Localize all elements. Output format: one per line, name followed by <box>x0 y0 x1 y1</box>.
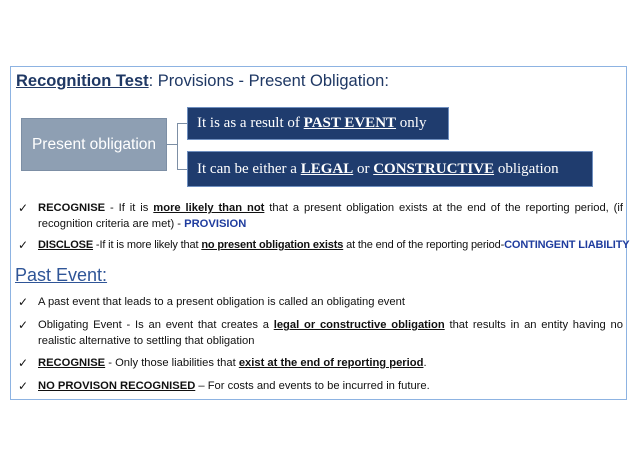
bar1-emphasis: PAST EVENT <box>303 115 397 131</box>
bullet-keyword: NO PROVISON RECOGNISED <box>38 380 196 392</box>
bullet-text: . <box>423 357 427 369</box>
past-event-bar <box>187 107 449 140</box>
connector-line <box>177 123 178 169</box>
bullet-underlined: more likely than not <box>153 202 265 214</box>
legal-constructive-bar <box>187 151 593 187</box>
title-bold: Recognition Test <box>16 72 149 90</box>
contingent-liability-tag: CONTINGENT LIABILITY <box>504 239 630 251</box>
bullet-text: that a present obligation exists at the end of the reporting period, (if recognition criteria are met) - <box>38 202 627 230</box>
bullet-underlined: exist at the end of reporting period <box>238 357 424 369</box>
list-item <box>18 379 623 395</box>
bullet-text: A past event that leads to a present obligation is called an obligating event <box>38 296 405 308</box>
bullet-text: - Only those liabilities that <box>105 357 239 369</box>
list-item <box>18 295 623 311</box>
bar1-text: It is as a result of <box>197 115 304 131</box>
present-obligation-box: Present obligation <box>21 118 167 171</box>
bullet-underlined: no present obligation exists <box>201 239 344 251</box>
bullet-text: at the end of the reporting period- <box>343 239 505 251</box>
checkmark-icon: ✓ <box>18 238 29 252</box>
checkmark-icon: ✓ <box>18 295 29 309</box>
connector-line <box>177 123 187 124</box>
bullet-keyword: RECOGNISE <box>38 202 106 214</box>
bullet-text: -If it is more likely that <box>93 239 202 251</box>
bullet-keyword: RECOGNISE <box>38 357 106 369</box>
bar2-text-end: obligation <box>494 160 559 177</box>
section-heading: Past Event: <box>15 265 108 285</box>
bar2-text-mid: or <box>353 160 374 177</box>
bar1-text-end: only <box>396 115 427 131</box>
page-title <box>16 72 389 91</box>
bullet-text: – For costs and events to be incurred in future. <box>195 380 430 392</box>
bar2-emphasis-legal: LEGAL <box>300 160 354 177</box>
bullet-text: - If it is <box>105 202 154 214</box>
checkmark-icon: ✓ <box>18 201 29 215</box>
list-item <box>18 201 627 232</box>
list-item <box>18 318 627 349</box>
provision-tag: PROVISION <box>184 217 247 230</box>
checkmark-icon: ✓ <box>18 379 29 393</box>
checkmark-icon: ✓ <box>18 356 29 370</box>
connector-line <box>167 144 177 145</box>
list-item <box>18 238 630 254</box>
title-rest: : Provisions - Present Obligation: <box>148 72 389 90</box>
bullet-text: that results in an entity having no realistic alternative to settling that obligation <box>38 319 627 347</box>
bullet-text: Obligating Event - Is an event that creates a <box>38 319 274 331</box>
bar2-emphasis-constructive: CONSTRUCTIVE <box>373 160 495 177</box>
checkmark-icon: ✓ <box>18 318 29 332</box>
connector-line <box>177 169 187 170</box>
list-item <box>18 356 623 372</box>
bar2-text: It can be either a <box>197 160 301 177</box>
bullet-underlined: legal or constructive obligation <box>273 319 445 331</box>
bullet-keyword: DISCLOSE <box>38 239 94 251</box>
